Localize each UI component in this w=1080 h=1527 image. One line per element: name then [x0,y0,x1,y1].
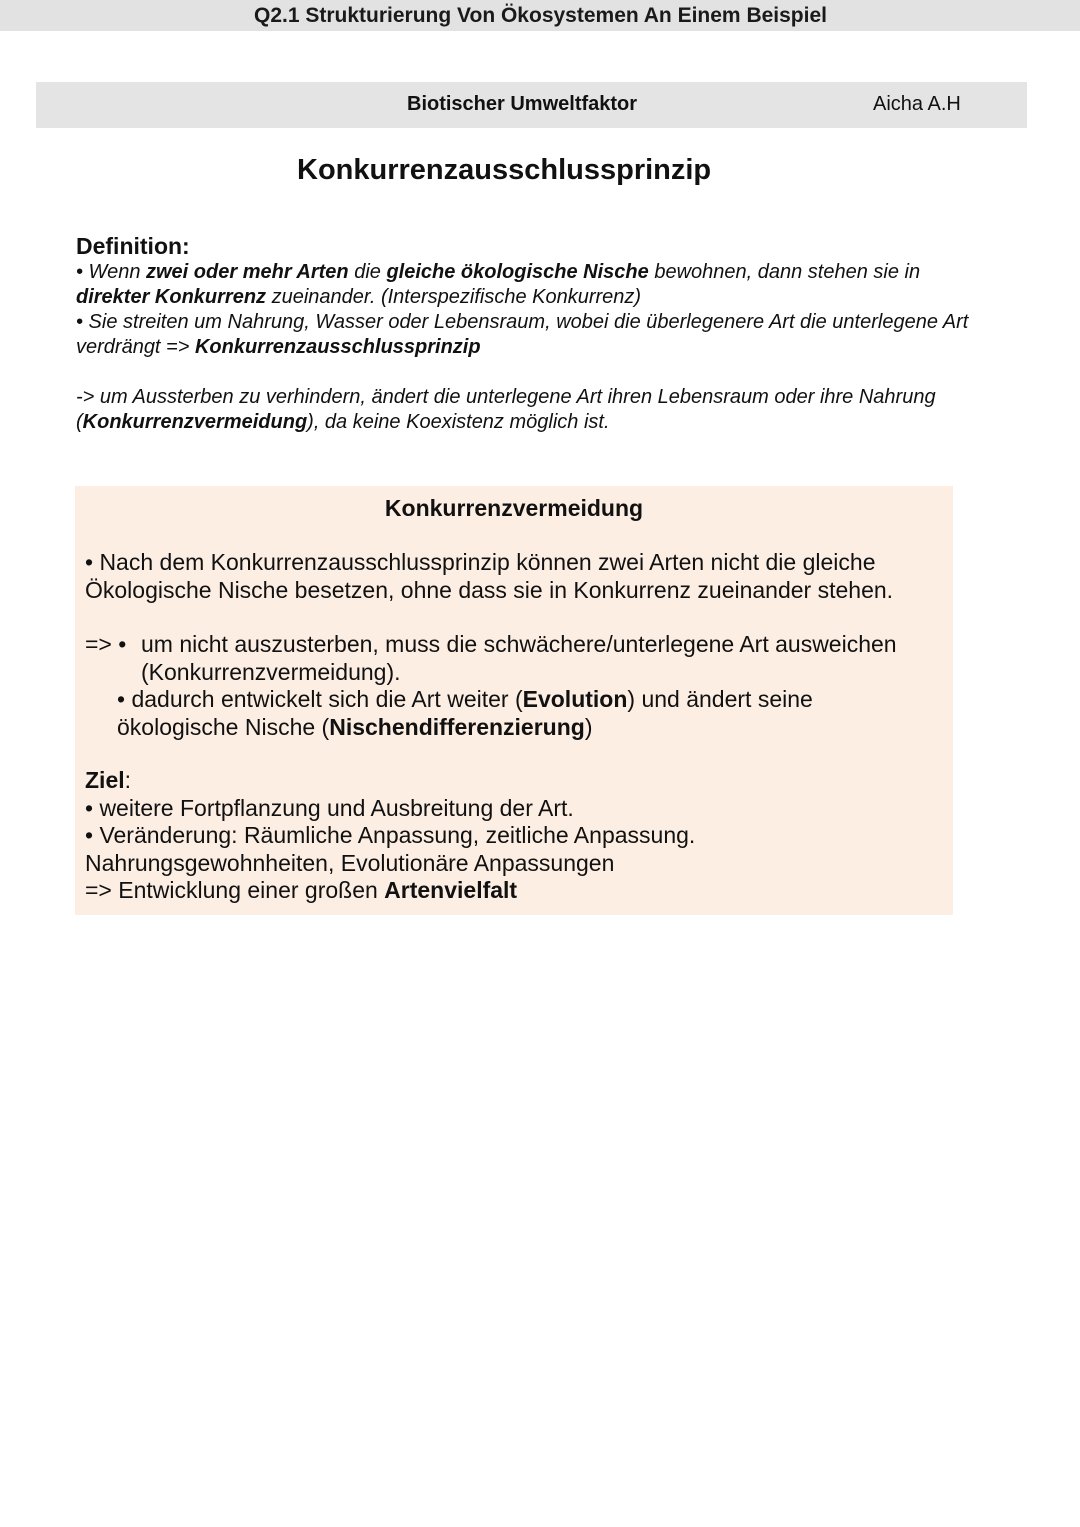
header-band [36,82,1027,128]
top-bar [0,0,1080,31]
definition-bullet-2: • Sie streiten um Nahrung, Wasser oder Lebensraum, wobei die überlegenere Art die unterlegene Art verdrängt => Konkurrenzausschlussprinzip [76,311,969,358]
consequence-text-1: um nicht auszusterben, muss die schwächere/unterlegene Art ausweichen (Konkurrenzvermeidung). [141,631,897,685]
definition-heading: Definition: [76,233,190,259]
consequence-item-2 [85,686,945,741]
ziel-item-3: Nahrungsgewohnheiten, Evolutionäre Anpassungen [85,849,615,876]
konkurrenzvermeidung-box [75,486,953,915]
box-title: Konkurrenzvermeidung [384,495,644,521]
topic-label: Biotischer Umweltfaktor [407,93,638,115]
consequence-text-2: • dadurch entwickelt sich die Art weiter (Evolution) und ändert seine ökologische Nische (Nischendifferenzierung) [117,686,813,740]
ziel-item-4: => Entwicklung einer großen Artenvielfalt [85,877,518,903]
box-paragraph: • Nach dem Konkurrenzausschlussprinzip können zwei Arten nicht die gleiche Ökologische Nische besetzen, ohne dass sie in Konkurrenz zueinander stehen. [85,549,894,603]
consequence-item-1 [85,631,945,686]
definition-section [76,232,976,435]
ziel-section [85,767,945,905]
ziel-heading: Ziel: [85,767,132,793]
ziel-item-1: • weitere Fortpflanzung und Ausbreitung der Art. [85,794,574,821]
document-subject-title: Q2.1 Strukturierung Von Ökosystemen An Einem Beispiel [254,4,827,27]
arrow-bullet: => • [85,631,127,657]
definition-note: -> um Aussterben zu verhindern, ändert die unterlegene Art ihren Lebensraum oder ihre Nahrung (Konkurrenzvermeidung), da keine Koexistenz möglich ist. [76,386,936,433]
consequence-list [85,631,945,741]
page-title: Konkurrenzausschlussprinzip [297,154,712,186]
ziel-item-2: • Veränderung: Räumliche Anpassung, zeitliche Anpassung. [85,822,696,848]
definition-bullet-1: • Wenn zwei oder mehr Arten die gleiche ökologische Nische bewohnen, dann stehen sie in direkter Konkurrenz zueinander. (Interspezifische Konkurrenz) [76,261,921,308]
author-name: Aicha A.H [873,93,961,115]
